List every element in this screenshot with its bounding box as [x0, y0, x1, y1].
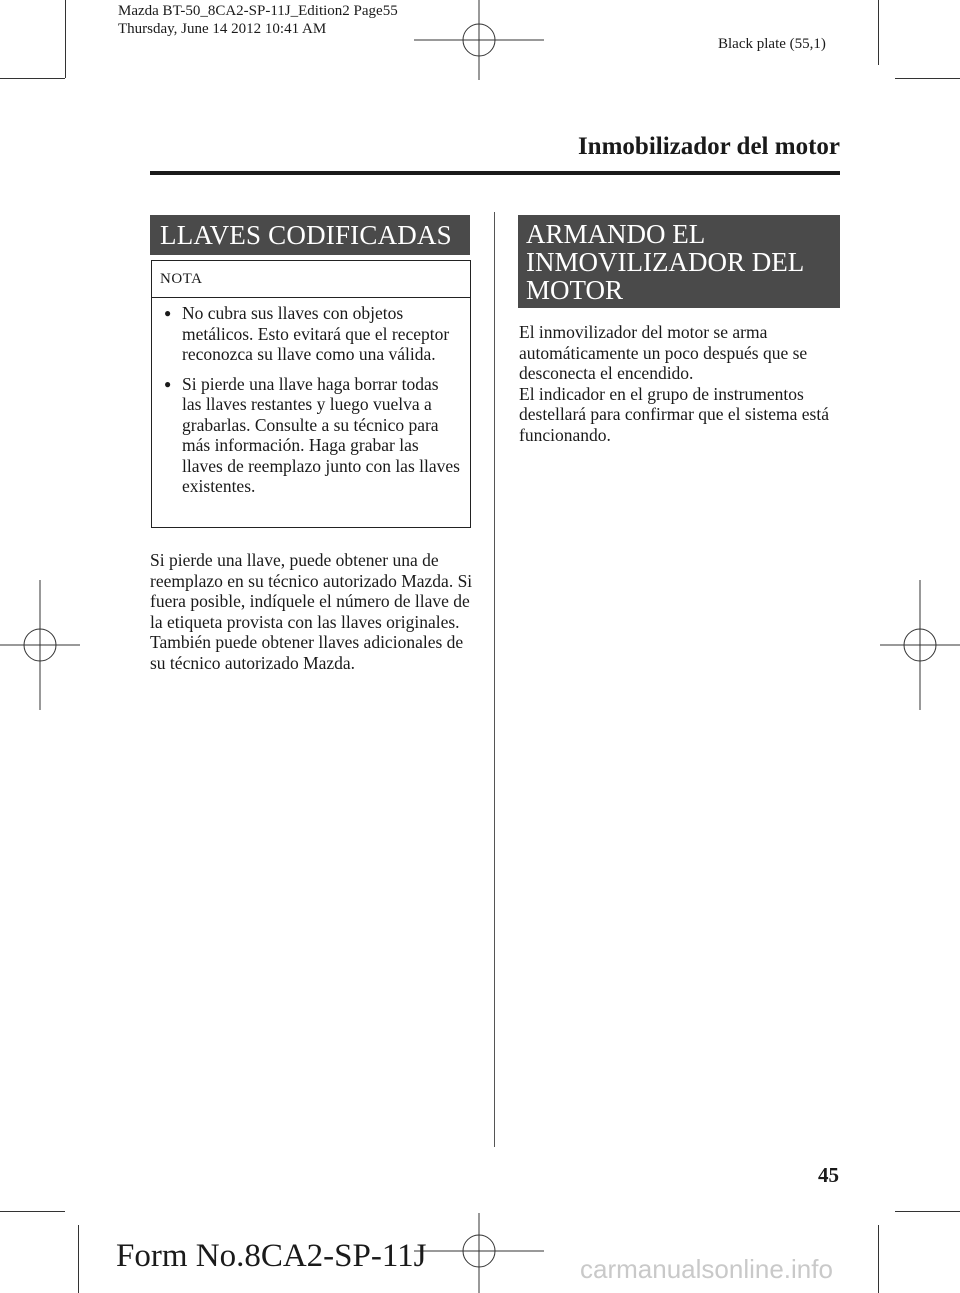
heading-line: MOTOR	[526, 275, 624, 305]
column-divider	[494, 212, 495, 1147]
crop-mark-tl-horizontal	[0, 78, 65, 79]
right-body-paragraph: El inmovilizador del motor se arma automáticamente un poco después que se desconecta el encendido.	[519, 322, 808, 383]
note-list	[152, 303, 470, 506]
heading-line: INMOVILIZADOR DEL	[526, 247, 805, 277]
chapter-title: Inmobilizador del motor	[577, 133, 840, 160]
header-rule	[150, 171, 840, 175]
registration-crosshair-icon	[880, 580, 960, 710]
right-body-text	[519, 322, 844, 445]
crop-mark-tl-vertical	[65, 0, 66, 78]
crop-mark-tr-vertical	[878, 0, 879, 65]
note-label: NOTA	[160, 271, 203, 287]
note-item	[152, 303, 470, 365]
registration-crosshair-icon	[414, 1213, 544, 1293]
right-body-paragraph: El indicador en el grupo de instrumentos destellará para confirmar que el sistema está funcionando.	[519, 383, 829, 445]
crop-mark-br-horizontal	[895, 1211, 960, 1212]
bullet-dot-icon: ●	[164, 306, 172, 320]
heading-line: ARMANDO EL	[526, 219, 706, 249]
plate-info: Black plate (55,1)	[718, 36, 826, 52]
registration-crosshair-icon	[0, 580, 80, 710]
registration-crosshair-icon	[414, 0, 544, 80]
page-number: 45	[818, 1163, 839, 1187]
print-info	[118, 2, 398, 38]
crop-mark-br-vertical	[878, 1225, 879, 1293]
crop-mark-tr-horizontal	[895, 78, 960, 79]
note-box	[151, 260, 471, 528]
left-body-paragraph: Si pierde una llave, puede obtener una de reemplazo en su técnico autorizado Mazda. Si fuera posible, indíquele el número de llave de la etiqueta provista con las llaves originales. También puede obtener llaves adicionales de su técnico autorizado Mazda.	[150, 550, 473, 673]
note-item-text: No cubra sus llaves con objetos metálicos. Esto evitará que el receptor reconozca su llave como una válida.	[182, 303, 450, 364]
watermark: carmanualsonline.info	[580, 1254, 833, 1284]
note-item-text: Si pierde una llave haga borrar todas las llaves restantes y luego vuelva a grabarlas. Consulte a su técnico para más información. Haga grabar las llaves de reemplazo junto con las llaves existentes.	[182, 373, 460, 496]
print-info-date: Thursday, June 14 2012 10:41 AM	[118, 21, 327, 37]
bullet-dot-icon: ●	[164, 376, 172, 391]
form-number: Form No.8CA2-SP-11J	[116, 1238, 427, 1274]
note-divider	[152, 297, 470, 298]
print-info-file: Mazda BT-50_8CA2-SP-11J_Edition2 Page55	[118, 3, 398, 19]
note-item	[152, 374, 470, 497]
crop-mark-bl-vertical	[78, 1225, 79, 1293]
section-heading-armando-inmovilizador	[518, 215, 840, 308]
section-heading-llaves-codificadas: LLAVES CODIFICADAS	[150, 215, 470, 255]
crop-mark-bl-horizontal	[0, 1211, 65, 1212]
